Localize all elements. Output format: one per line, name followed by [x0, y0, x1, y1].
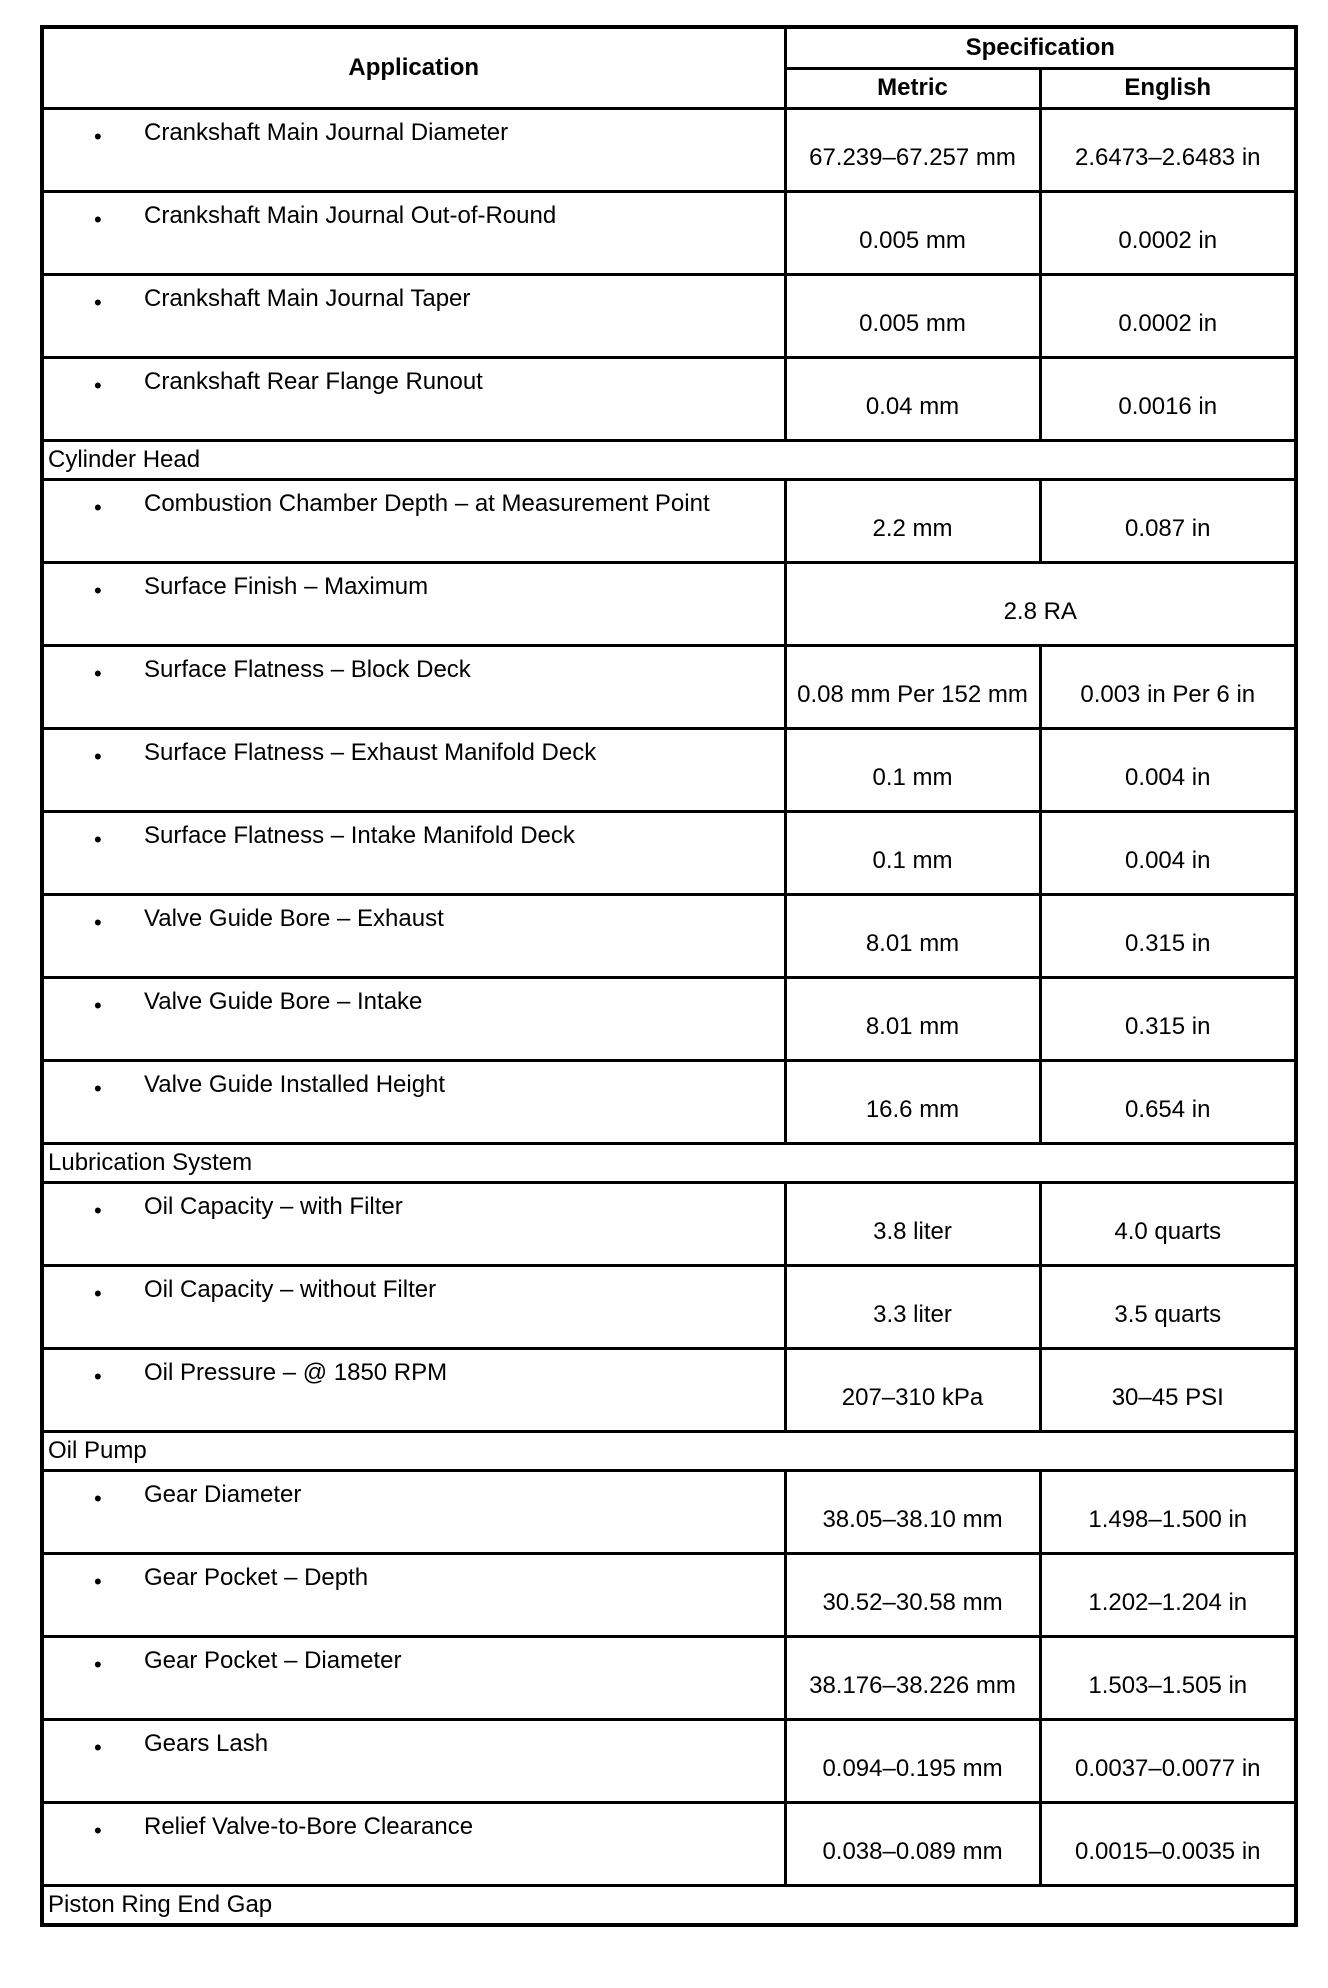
application-label: Crankshaft Rear Flange Runout [144, 368, 483, 395]
header-specification: Specification [785, 27, 1296, 68]
metric-value: 0.1 mm [785, 729, 1040, 812]
application-cell [42, 1803, 785, 1886]
metric-value: 0.005 mm [785, 275, 1040, 358]
application-label: Surface Flatness – Exhaust Manifold Deck [144, 739, 597, 766]
application-cell [42, 1183, 785, 1266]
table-body [42, 109, 1296, 1926]
application-label: Relief Valve-to-Bore Clearance [144, 1813, 474, 1840]
application-label: Valve Guide Bore – Exhaust [144, 905, 444, 932]
specification-table [40, 25, 1298, 1927]
application-cell [42, 1637, 785, 1720]
table-row [42, 563, 1296, 646]
english-value: 1.503–1.505 in [1040, 1637, 1296, 1720]
metric-value: 38.176–38.226 mm [785, 1637, 1040, 1720]
english-value: 0.315 in [1040, 895, 1296, 978]
bullet-icon: • [94, 495, 102, 520]
english-value: 3.5 quarts [1040, 1266, 1296, 1349]
table-row [42, 1803, 1296, 1886]
bullet-icon: • [94, 578, 102, 603]
spec-value-merged: 2.8 RA [785, 563, 1296, 646]
metric-value: 3.8 liter [785, 1183, 1040, 1266]
application-cell [42, 1061, 785, 1144]
metric-value: 30.52–30.58 mm [785, 1554, 1040, 1637]
application-cell [42, 895, 785, 978]
metric-value: 0.08 mm Per 152 mm [785, 646, 1040, 729]
application-label: Crankshaft Main Journal Diameter [144, 119, 509, 146]
table-row [42, 1349, 1296, 1432]
english-value: 0.087 in [1040, 480, 1296, 563]
bullet-icon: • [94, 290, 102, 315]
english-value: 0.0015–0.0035 in [1040, 1803, 1296, 1886]
application-cell [42, 978, 785, 1061]
application-cell [42, 1471, 785, 1554]
bullet-icon: • [94, 1281, 102, 1306]
table-row [42, 275, 1296, 358]
bullet-icon: • [94, 993, 102, 1018]
table-row [42, 1183, 1296, 1266]
application-label: Gear Pocket – Depth [144, 1564, 369, 1591]
bullet-icon: • [94, 1818, 102, 1843]
application-cell [42, 192, 785, 275]
section-row [42, 1432, 1296, 1471]
english-value: 0.004 in [1040, 729, 1296, 812]
metric-value: 8.01 mm [785, 895, 1040, 978]
metric-value: 38.05–38.10 mm [785, 1471, 1040, 1554]
english-value: 0.315 in [1040, 978, 1296, 1061]
metric-value: 0.04 mm [785, 358, 1040, 441]
bullet-icon: • [94, 827, 102, 852]
header-english: English [1040, 68, 1296, 109]
section-title: Cylinder Head [42, 441, 1296, 480]
english-value: 2.6473–2.6483 in [1040, 109, 1296, 192]
table-row [42, 109, 1296, 192]
table-row [42, 1554, 1296, 1637]
header-metric: Metric [785, 68, 1040, 109]
bullet-icon: • [94, 1364, 102, 1389]
english-value: 30–45 PSI [1040, 1349, 1296, 1432]
application-cell [42, 1349, 785, 1432]
application-label: Gear Diameter [144, 1481, 302, 1508]
application-label: Oil Capacity – with Filter [144, 1193, 403, 1220]
table-row [42, 480, 1296, 563]
application-cell [42, 480, 785, 563]
application-cell [42, 358, 785, 441]
english-value: 0.003 in Per 6 in [1040, 646, 1296, 729]
section-row [42, 1886, 1296, 1926]
table-row [42, 978, 1296, 1061]
metric-value: 0.1 mm [785, 812, 1040, 895]
english-value: 1.498–1.500 in [1040, 1471, 1296, 1554]
bullet-icon: • [94, 661, 102, 686]
bullet-icon: • [94, 1198, 102, 1223]
application-cell [42, 646, 785, 729]
application-cell [42, 812, 785, 895]
bullet-icon: • [94, 207, 102, 232]
application-label: Oil Capacity – without Filter [144, 1276, 437, 1303]
application-cell [42, 563, 785, 646]
table-row [42, 1061, 1296, 1144]
application-label: Surface Flatness – Block Deck [144, 656, 471, 683]
bullet-icon: • [94, 910, 102, 935]
metric-value: 0.094–0.195 mm [785, 1720, 1040, 1803]
english-value: 0.0002 in [1040, 192, 1296, 275]
header-application: Application [42, 27, 785, 109]
bullet-icon: • [94, 124, 102, 149]
application-label: Surface Finish – Maximum [144, 573, 429, 600]
metric-value: 3.3 liter [785, 1266, 1040, 1349]
table-row [42, 646, 1296, 729]
section-row [42, 441, 1296, 480]
application-cell [42, 1266, 785, 1349]
table-row [42, 358, 1296, 441]
application-cell [42, 275, 785, 358]
bullet-icon: • [94, 1569, 102, 1594]
english-value: 0.004 in [1040, 812, 1296, 895]
table-row [42, 812, 1296, 895]
bullet-icon: • [94, 1735, 102, 1760]
application-cell [42, 1720, 785, 1803]
application-cell [42, 109, 785, 192]
application-label: Gears Lash [144, 1730, 269, 1757]
section-row [42, 1144, 1296, 1183]
application-label: Combustion Chamber Depth – at Measurement Point [144, 490, 710, 517]
english-value: 0.0002 in [1040, 275, 1296, 358]
bullet-icon: • [94, 1486, 102, 1511]
metric-value: 2.2 mm [785, 480, 1040, 563]
metric-value: 16.6 mm [785, 1061, 1040, 1144]
section-title: Lubrication System [42, 1144, 1296, 1183]
application-label: Oil Pressure – @ 1850 RPM [144, 1359, 448, 1386]
english-value: 0.0016 in [1040, 358, 1296, 441]
bullet-icon: • [94, 1076, 102, 1101]
application-cell [42, 1554, 785, 1637]
metric-value: 67.239–67.257 mm [785, 109, 1040, 192]
application-label: Surface Flatness – Intake Manifold Deck [144, 822, 575, 849]
metric-value: 8.01 mm [785, 978, 1040, 1061]
section-title: Oil Pump [42, 1432, 1296, 1471]
table-row [42, 729, 1296, 812]
application-label: Valve Guide Bore – Intake [144, 988, 423, 1015]
bullet-icon: • [94, 1652, 102, 1677]
application-label: Gear Pocket – Diameter [144, 1647, 402, 1674]
application-cell [42, 729, 785, 812]
bullet-icon: • [94, 744, 102, 769]
metric-value: 0.038–0.089 mm [785, 1803, 1040, 1886]
table-row [42, 1471, 1296, 1554]
english-value: 4.0 quarts [1040, 1183, 1296, 1266]
table-row [42, 895, 1296, 978]
section-title: Piston Ring End Gap [42, 1886, 1296, 1926]
metric-value: 0.005 mm [785, 192, 1040, 275]
metric-value: 207–310 kPa [785, 1349, 1040, 1432]
table-row [42, 1266, 1296, 1349]
english-value: 0.0037–0.0077 in [1040, 1720, 1296, 1803]
application-label: Crankshaft Main Journal Taper [144, 285, 471, 312]
english-value: 1.202–1.204 in [1040, 1554, 1296, 1637]
english-value: 0.654 in [1040, 1061, 1296, 1144]
bullet-icon: • [94, 373, 102, 398]
table-row [42, 1637, 1296, 1720]
table-row [42, 192, 1296, 275]
table-row [42, 1720, 1296, 1803]
table-header [42, 27, 1296, 109]
application-label: Valve Guide Installed Height [144, 1071, 446, 1098]
application-label: Crankshaft Main Journal Out-of-Round [144, 202, 557, 229]
